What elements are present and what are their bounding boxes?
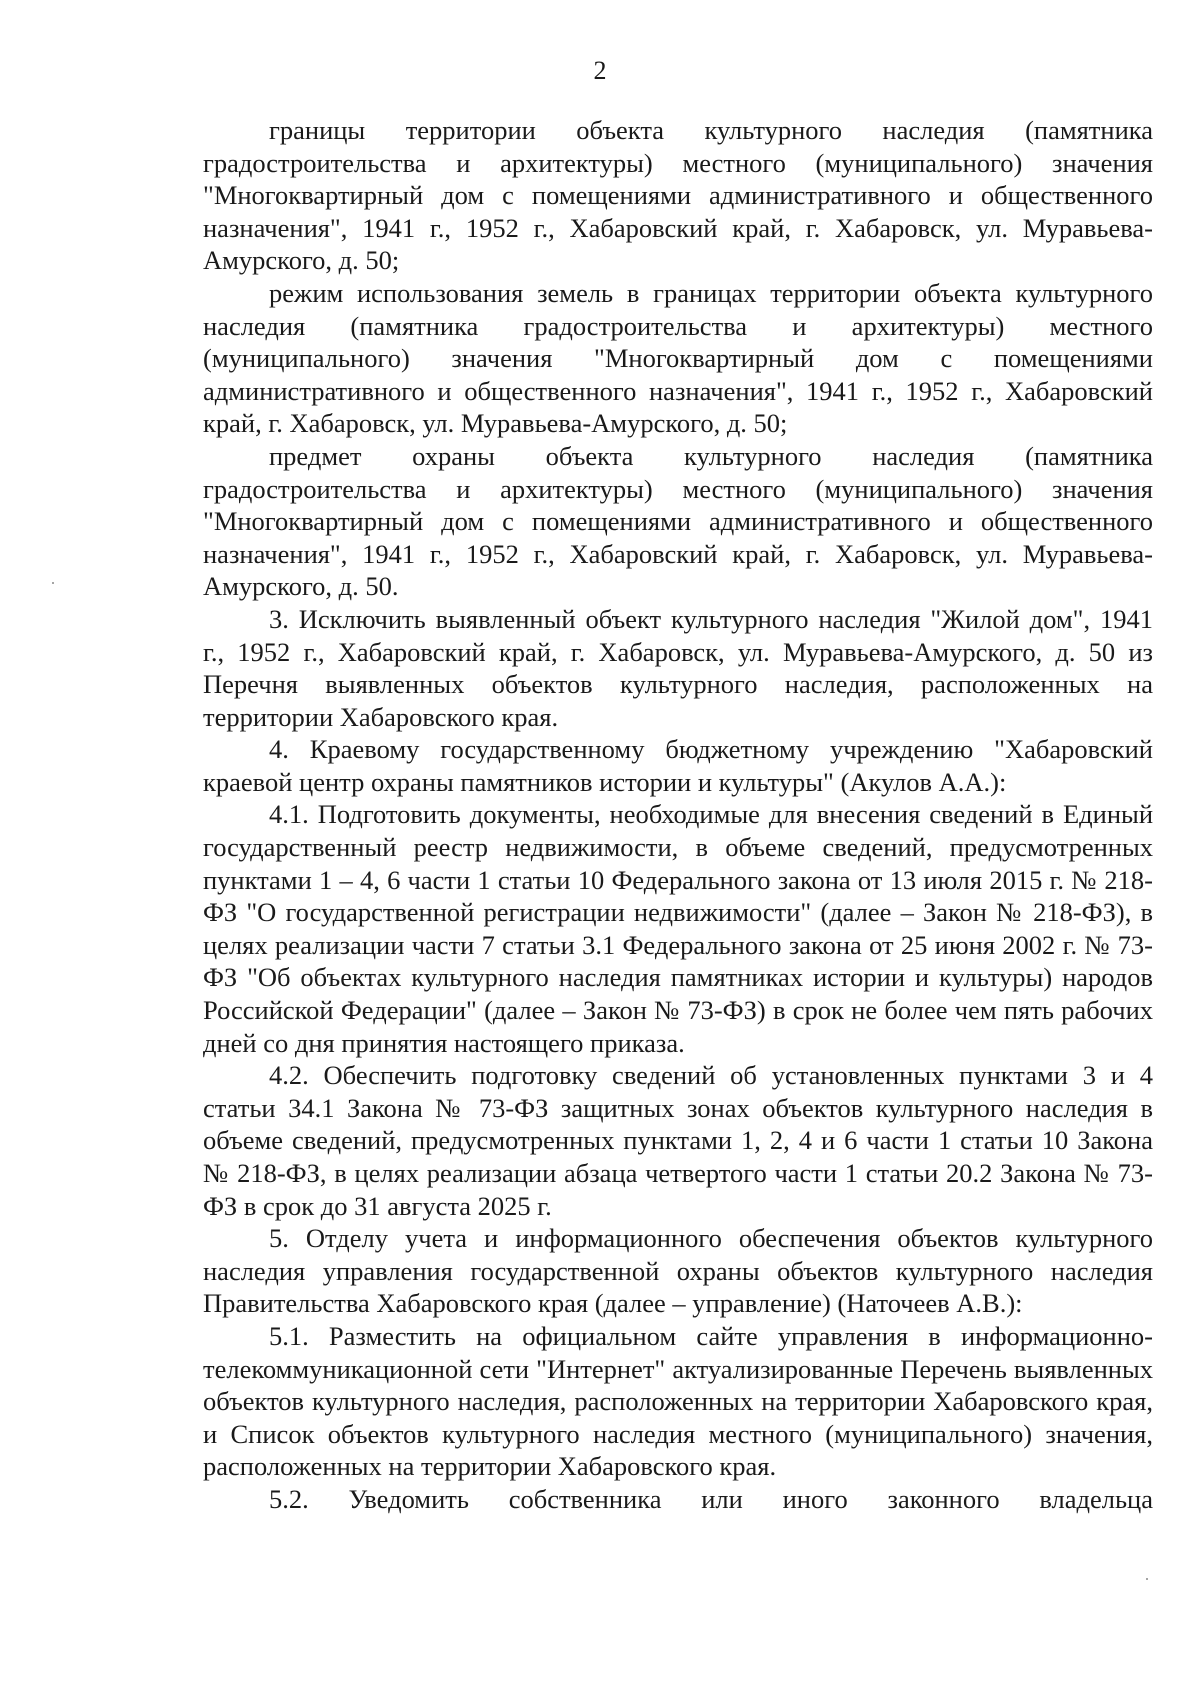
scan-speck [1146,1578,1148,1580]
paragraph-item-4-2: 4.2. Обеспечить подготовку сведений об установленных пунктами 3 и 4 статьи 34.1 Закона № 73-ФЗ защитных зонах объектов культурного наследия в объеме сведений, предусмотренных пунктами 1, 2, 4 и 6 части 1 статьи 10 Закона № 218-ФЗ, в целях реализации абзаца четвертого части 1 статьи 20.2 Закона № 73-ФЗ в срок до 31 августа 2025 г. [203,1060,1153,1221]
paragraph-territory-boundaries: границы территории объекта культурного наследия (памятника градостроительства и архитектуры) местного (муниципального) значения "Многоквартирный дом с помещениями административного и общественного назначения", 1941 г., 1952 г., Хабаровский край, г. Хабаровск, ул. Муравьева-Амурского, д. 50; [203,115,1153,276]
paragraph-protection-subject: предмет охраны объекта культурного наследия (памятника градостроительства и архитектуры) местного (муниципального) значения "Многоквартирный дом с помещениями административного и общественного назначения", 1941 г., 1952 г., Хабаровский край, г. Хабаровск, ул. Муравьева-Амурского, д. 50. [203,440,1153,602]
paragraph-item-5: 5. Отделу учета и информационного обеспечения объектов культурного наследия управления государственной охраны объектов культурного наследия Правительства Хабаровского края (далее – управление) (Наточеев А.В.): [203,1223,1153,1319]
page-number: 2 [593,56,607,85]
paragraph-item-5-1: 5.1. Разместить на официальном сайте управления в информационно-телекоммуникационной сети "Интернет" актуализированные Перечень выявленных объектов культурного наследия, расположенных на территории Хабаровского края, и Список объектов культурного наследия местного (муниципального) значения, расположенных на территории Хабаровского края. [203,1320,1153,1482]
paragraph-item-4-1: 4.1. Подготовить документы, необходимые для внесения сведений в Единый государственный реестр недвижимости, в объеме сведений, предусмотренных пунктами 1 – 4, 6 части 1 статьи 10 Федерального закона от 13 июля 2015 г. № 218-ФЗ "О государственной регистрации недвижимости" (далее – Закон № 218-ФЗ), в целях реализации части 7 статьи 3.1 Федерального закона от 25 июня 2002 г. № 73-ФЗ "Об объектах культурного наследия памятниках истории и культуры) народов Российской Федерации" (далее – Закон № 73-ФЗ) в срок не более чем пять рабочих дней со дня принятия настоящего приказа. [203,799,1153,1058]
paragraph-item-5-2: 5.2. Уведомить собственника или иного законного владельца [269,1483,1153,1514]
paragraph-item-3: 3. Исключить выявленный объект культурного наследия "Жилой дом", 1941 г., 1952 г., Хабаровский край, г. Хабаровск, ул. Муравьева-Амурского, д. 50 из Перечня выявленных объектов культурного наследия, расположенных на территории Хабаровского края. [203,603,1153,732]
scan-speck [52,582,54,584]
paragraph-item-4: 4. Краевому государственному бюджетному учреждению "Хабаровский краевой центр охраны памятников истории и культуры" (Акулов А.А.): [203,734,1153,797]
document-body [203,114,1153,1516]
paragraph-land-use-regime: режим использования земель в границах территории объекта культурного наследия (памятника градостроительства и архитектуры) местного (муниципального) значения "Многоквартирный дом с помещениями административного и общественного назначения", 1941 г., 1952 г., Хабаровский край, г. Хабаровск, ул. Муравьева-Амурского, д. 50; [203,277,1153,439]
